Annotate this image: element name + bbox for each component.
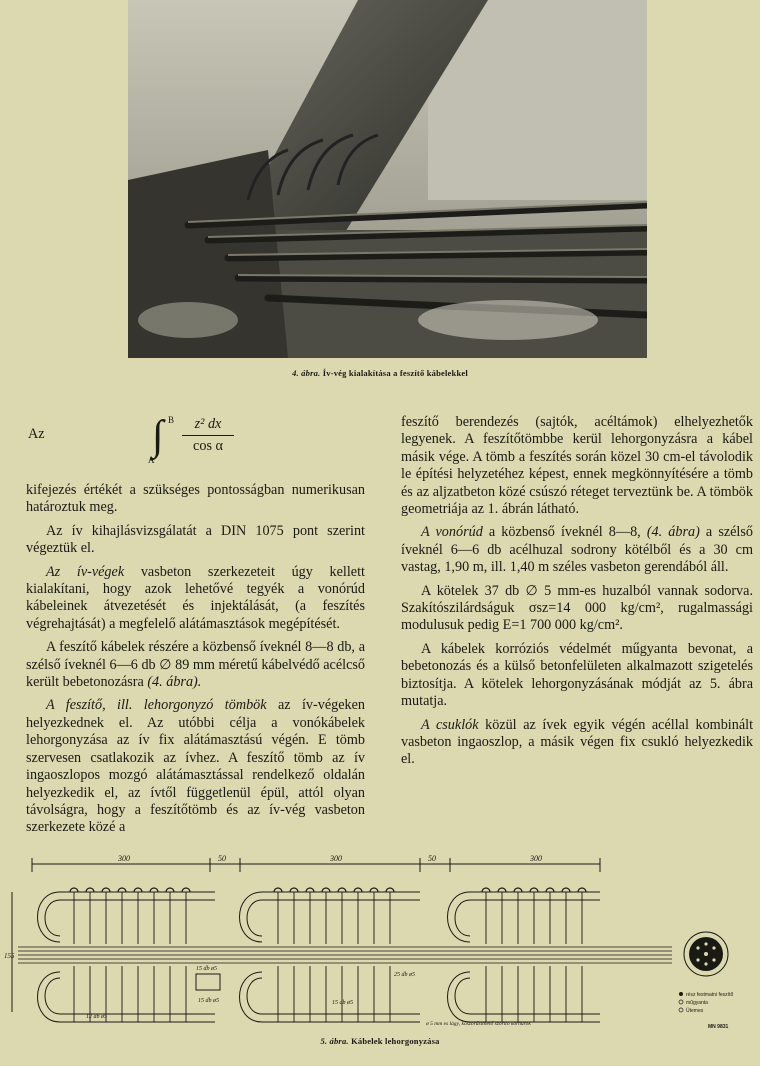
dim-label-2: 50: [218, 854, 226, 863]
height-label: 155: [4, 952, 15, 960]
figure-5-number: 5. ábra.: [320, 1036, 349, 1046]
formula-denominator: cos α: [193, 438, 223, 454]
figure-4-photo: [128, 0, 647, 358]
figure-4-number: 4. ábra.: [292, 368, 321, 378]
dim-label-1: 300: [118, 854, 130, 863]
left-paragraph-1: kifejezés értékét a szükséges pontosságban numerikusan határoztuk meg.: [26, 482, 365, 516]
bar-label-3: 15 db ø5: [332, 1000, 353, 1006]
right-paragraph-2: A vonórúd a közbenső íveknél 8—8, (4. ábra) a szélső íveknél 6—6 db acélhuzal sodrony kötélből és a 30 cm vastag, 1,90 m, ill. 1,40 m széles vasbeton gerendából áll.: [401, 524, 753, 576]
left-paragraph-3: Az ív-végek vasbeton szerkezeteit úgy kellett kialakítani, hogy azok lehetővé tegyék a vonórúd kábeleinek átvezetését és injektálását, (a feszítés végrehajtását) a megfelelő alátámasztások megépítését.: [26, 563, 365, 632]
formula-numerator: z² dx: [194, 416, 222, 432]
figure-5-caption: [0, 1036, 760, 1046]
legend-item-3: Ütemes: [686, 1008, 704, 1014]
dim-label-5: 300: [530, 854, 542, 863]
left-paragraph-5: A feszítő, ill. lehorgonyzó tömbök az ív-végeken helyezkednek el. Az utóbbi célja a vonókábelek lehorgonyzása az ív fix alátámasztású végén. E tömb szervesen csatlakozik az ívhez. A feszítő tömb az ív ingaoszlopos mozgó alátámasztással rendelkező oldalán helyezkedik el, az ívtől függetlenül épül, attól olyan távolságra, hogy a feszítőtömb és az ív-vég vasbeton szerkezete közé a: [26, 697, 366, 836]
formula-prefix: Az: [28, 426, 45, 442]
legend-item-2: műgyanta: [686, 1000, 708, 1006]
dim-label-4: 50: [428, 854, 436, 863]
integral-lower-limit: A: [148, 455, 155, 465]
bar-label-5: 15 db ø5: [198, 998, 219, 1004]
right-paragraph-4: A kábelek korróziós védelmét műgyanta bevonat, a bebetonozás és a külső betonfelületen alkalmazott szigetelés biztosítja. A kötelek lehorgonyzásának módját az 5. ábra mutatja.: [401, 640, 753, 710]
figure-4-caption-text: Ív-vég kialakítása a feszítő kábelekkel: [322, 368, 468, 378]
left-column: [26, 412, 365, 843]
dim-label-3: 300: [330, 854, 342, 863]
integral-upper-limit: B: [168, 415, 175, 425]
legend-item-1: rész festmatni feszítő: [686, 992, 734, 998]
figure-4-caption: [0, 368, 760, 378]
left-paragraph-2: Az ív kihajlásvizsgálatát a DIN 1075 pont szerint végeztük el.: [26, 522, 365, 557]
term-vonorud: A vonórúd: [421, 524, 483, 541]
integral-formula: [26, 412, 365, 480]
fraction-bar: [182, 435, 234, 436]
figure-5-drawing: [0, 852, 760, 1032]
right-column: [401, 414, 753, 775]
bar-label-2: 25 db ø5: [394, 972, 415, 978]
cable-cross-section: [684, 932, 728, 976]
term-iv-vegek: Az ív-végek: [46, 563, 125, 580]
drawing-stamp: MN 9831: [708, 1024, 729, 1030]
figure-5-caption-text: Kábelek lehorgonyzása: [351, 1036, 440, 1046]
bar-label-1: 15 db ø5: [196, 966, 217, 972]
integral-sign: ∫: [152, 413, 164, 459]
left-paragraph-4: A feszítő kábelek részére a közbenső íveknél 8—8 db, a szélső íveknél 6—6 db ∅ 89 mm méretű kábelvédő acélcső került bebetonozásra (4. ábra).: [26, 639, 365, 691]
term-tombok: A feszítő, ill. lehorgonyzó tömbök: [46, 697, 267, 714]
drawing-note: ø 5 mm es lágy, köszörűsíthető szorító körhurok: [426, 1021, 531, 1027]
right-paragraph-1: feszítő berendezés (sajtók, acéltámok) elhelyezhetők legyenek. A feszítőtömbbe kerül lehorgonyzásra a kábel másik vége. A tömb a feszítés során közel 30 cm-el távolodik le építési helyzetéhez képest, ennek megkönnyítésére a tömb és az aljzatbeton közé csúszó réteget terveztünk be. A tömbök geometriája az 1. ábrán látható.: [401, 414, 753, 518]
bar-label-4: 12 db ø5: [86, 1014, 107, 1020]
photo-image: [128, 0, 647, 358]
right-paragraph-3: A kötelek 37 db ∅ 5 mm-es huzalból vannak sodorva. Szakítószilárdságuk σsz=14 000 kg/cm², rugalmassági modulusuk pedig E=1 700 000 kg/cm².: [401, 582, 753, 634]
term-csuklok: A csuklók: [421, 716, 479, 733]
right-paragraph-5: A csuklók közül az ívek egyik végén acéllal kombinált vasbeton ingaoszlop, a másik végen fix csukló helyezkedik el.: [401, 716, 754, 768]
